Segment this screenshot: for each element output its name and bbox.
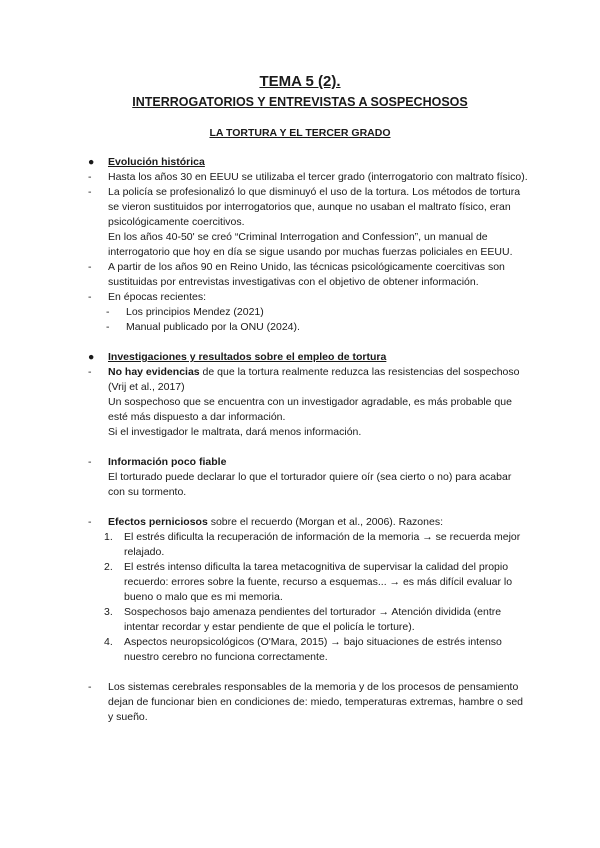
bullet-dot: ● — [88, 351, 95, 363]
numbered-item — [88, 635, 528, 665]
paragraph: En épocas recientes: — [108, 291, 207, 303]
bullet-dot: ● — [88, 156, 95, 168]
spacer — [88, 440, 528, 455]
sub-list-item — [88, 320, 528, 335]
paragraph-text: de que la tortura realmente reduzca las resistencias del sospechoso (Vrij et al., 2017) — [108, 366, 520, 393]
bullet-heading — [88, 350, 528, 365]
bold-term: Efectos perniciosos — [108, 516, 208, 528]
dash-marker: - — [88, 366, 92, 378]
number-marker: 4. — [104, 636, 113, 648]
dash-marker: - — [88, 456, 92, 468]
dash-marker: - — [88, 681, 92, 693]
paragraph: Manual publicado por la ONU (2024). — [126, 321, 300, 333]
document-body — [88, 155, 528, 725]
list-item — [88, 170, 528, 185]
dash-marker: - — [88, 261, 92, 273]
paragraph: Los principios Mendez (2021) — [126, 306, 264, 318]
paragraph: El estrés intenso dificulta la tarea metacognitiva de supervisar la calidad del propio recuerdo: errores sobre la fuente, recurso a esquemas... → es más difícil evaluar lo bueno o malo que es mi memoria. — [124, 561, 513, 603]
bold-term — [108, 455, 528, 470]
list-item — [88, 185, 528, 260]
paragraph: Sospechosos bajo amenaza pendientes del torturador → Atención dividida (entre intentar recordar y estar pendiente de que el policía le torture). — [124, 606, 502, 633]
list-item — [88, 260, 528, 290]
paragraph: A partir de los años 90 en Reino Unido, las técnicas psicológicamente coercitivas son sustituidas por entrevistas investigativas con el objetivo de obtener información. — [108, 261, 505, 288]
paragraph: El estrés dificulta la recuperación de información de la memoria → se recuerda mejor relajado. — [124, 531, 521, 558]
paragraph — [108, 365, 528, 395]
numbered-item — [88, 605, 528, 635]
spacer — [88, 500, 528, 515]
document-subtitle: INTERROGATORIOS Y ENTREVISTAS A SOSPECHOSOS — [132, 95, 468, 109]
number-marker: 2. — [104, 561, 113, 573]
section-heading: LA TORTURA Y EL TERCER GRADO — [209, 127, 391, 139]
paragraph: El torturado puede declarar lo que el torturador quiere oír (sea cierto o no) para acabar con su tormento. — [108, 471, 512, 498]
number-marker: 3. — [104, 606, 113, 618]
paragraph-text: sobre el recuerdo (Morgan et al., 2006). Razones: — [207, 516, 443, 528]
paragraph: Si el investigador le maltrata, dará menos información. — [108, 426, 362, 438]
paragraph — [108, 515, 528, 530]
spacer — [88, 665, 528, 680]
bullet-heading — [88, 155, 528, 170]
list-item — [88, 365, 528, 440]
spacer — [88, 335, 528, 350]
paragraph: La policía se profesionalizó lo que disminuyó el uso de la tortura. Los métodos de tortura se vieron sustituidos por interrogatorios que, aunque no usaban el maltrato físico, eran psicológicamente coercitivos. — [108, 186, 521, 228]
dash-marker: - — [88, 291, 92, 303]
heading-evolucion: Evolución histórica — [108, 156, 205, 168]
dash-marker: - — [106, 321, 110, 333]
list-item — [88, 290, 528, 305]
dash-marker: - — [88, 171, 92, 183]
list-item — [88, 680, 528, 725]
dash-marker: - — [106, 306, 110, 318]
document-title: TEMA 5 (2). — [259, 73, 341, 90]
heading-investigaciones: Investigaciones y resultados sobre el empleo de tortura — [108, 351, 387, 363]
number-marker: 1. — [104, 531, 113, 543]
paragraph: Hasta los años 30 en EEUU se utilizaba el tercer grado (interrogatorio con maltrato físico). — [108, 171, 528, 183]
paragraph: Un sospechoso que se encuentra con un investigador agradable, es más probable que esté más dispuesto a dar información. — [108, 396, 512, 423]
paragraph: Aspectos neuropsicológicos (O'Mara, 2015) → bajo situaciones de estrés intenso nuestro cerebro no funciona correctamente. — [124, 636, 502, 663]
dash-marker: - — [88, 186, 92, 198]
paragraph: En los años 40-50' se creó “Criminal Interrogation and Confession”, un manual de interrogatorio que hoy en día se sigue usando por muchas fuerzas policiales en EEUU. — [108, 231, 513, 258]
paragraph: Los sistemas cerebrales responsables de la memoria y de los procesos de pensamiento dejan de funcionar bien en condiciones de: miedo, temperaturas extremas, hambre o sed y sueño. — [108, 681, 523, 723]
list-item — [88, 455, 528, 500]
numbered-item — [88, 560, 528, 605]
sub-list-item — [88, 305, 528, 320]
numbered-item — [88, 530, 528, 560]
dash-marker: - — [88, 516, 92, 528]
bold-term: No hay evidencias — [108, 366, 200, 378]
list-item — [88, 515, 528, 530]
bold-term-text: Información poco fiable — [108, 456, 227, 468]
